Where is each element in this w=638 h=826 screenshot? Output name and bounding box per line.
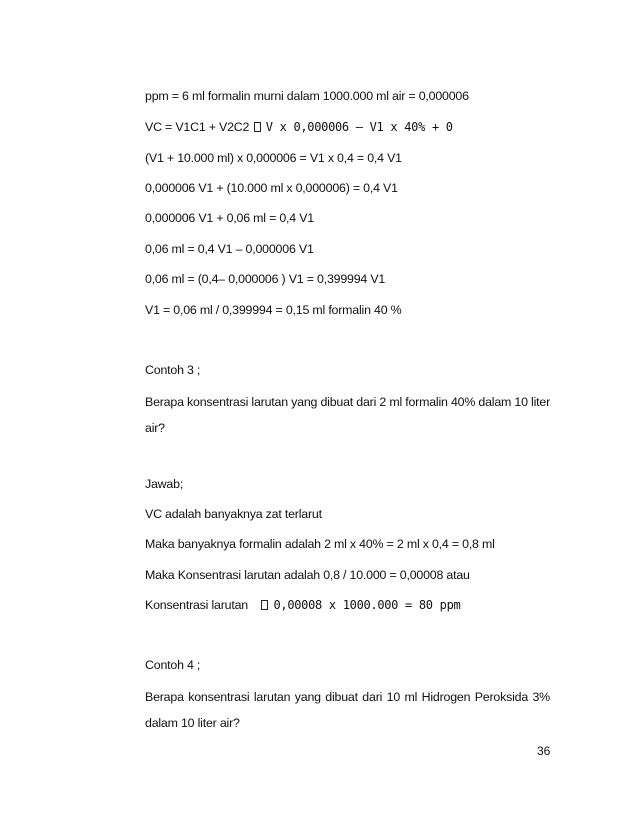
equation-line-3: (V1 + 10.000 ml) x 0,000006 = V1 x 0,4 = 0,4 V1 (145, 151, 402, 165)
equation-line-5: 0,000006 V1 + 0,06 ml = 0,4 V1 (145, 211, 314, 225)
missing-glyph-icon (254, 122, 261, 132)
contoh-3-jawab: Jawab; (145, 477, 184, 491)
equation-line-2 (145, 119, 453, 135)
equation-line-7: 0,06 ml = (0,4– 0,000006 ) V1 = 0,399994 V1 (145, 272, 386, 286)
contoh-3-answer-4-prefix: Konsentrasi larutan (145, 598, 248, 612)
contoh-3-answer-4 (145, 597, 460, 613)
missing-glyph-icon (261, 600, 268, 610)
equation-line-8: V1 = 0,06 ml / 0,399994 = 0,15 ml formalin 40 % (145, 303, 402, 317)
equation-line-1: ppm = 6 ml formalin murni dalam 1000.000 ml air = 0,000006 (145, 89, 469, 103)
equation-line-2-prefix: VC = V1C1 + V2C2 (145, 120, 250, 134)
contoh-4-heading: Contoh 4 ; (145, 658, 201, 672)
contoh-3-heading: Contoh 3 ; (145, 363, 201, 377)
contoh-3-answer-4-formula: 0,00008 x 1000.000 = 80 ppm (273, 598, 461, 612)
contoh-3-answer-2: Maka banyaknya formalin adalah 2 ml x 40% = 2 ml x 0,4 = 0,8 ml (145, 537, 495, 551)
equation-line-4: 0,000006 V1 + (10.000 ml x 0,000006) = 0,4 V1 (145, 181, 398, 195)
equation-line-6: 0,06 ml = 0,4 V1 – 0,000006 V1 (145, 242, 314, 256)
contoh-3-question: Berapa konsentrasi larutan yang dibuat dari 2 ml formalin 40% dalam 10 liter air? (145, 395, 550, 435)
contoh-3-answer-3: Maka Konsentrasi larutan adalah 0,8 / 10.000 = 0,00008 atau (145, 568, 470, 582)
contoh-4-question: Berapa konsentrasi larutan yang dibuat dari 10 ml Hidrogen Peroksida 3% dalam 10 liter air? (145, 690, 550, 730)
page-number: 36 (537, 744, 551, 758)
equation-line-2-formula: V x 0,000006 – V1 x 40% + 0 (265, 120, 453, 134)
contoh-3-answer-1: VC adalah banyaknya zat terlarut (145, 507, 322, 521)
